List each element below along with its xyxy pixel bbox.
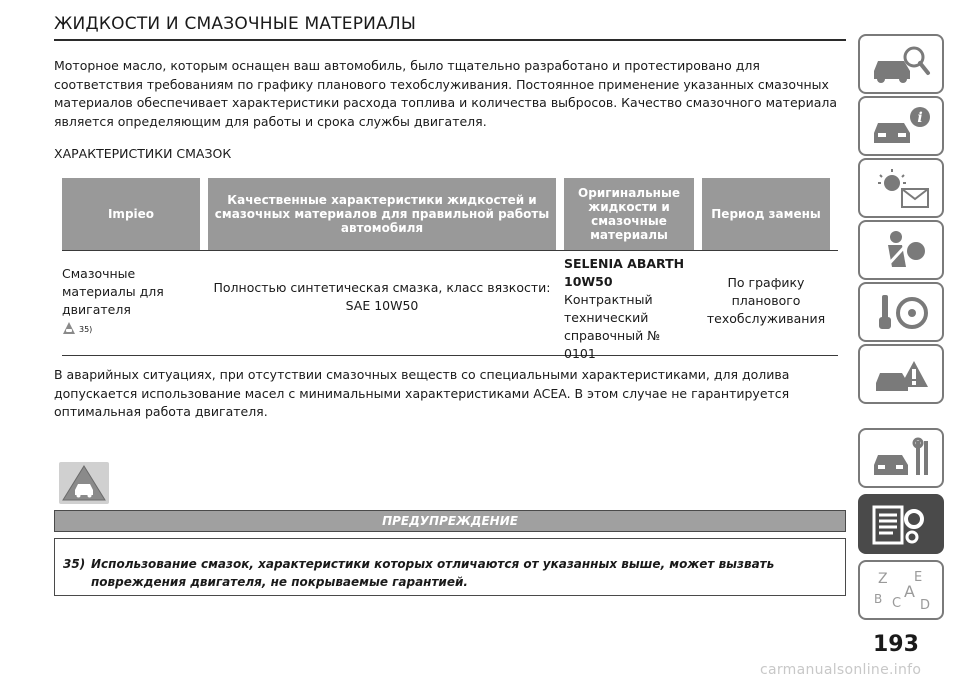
lubricant-table — [62, 178, 838, 361]
side-tab-emergency[interactable] — [858, 344, 944, 404]
header-original-fluids: Оригинальные жидкости и смазочные материалы — [564, 178, 694, 250]
table-row — [62, 250, 838, 361]
side-tab-service[interactable] — [858, 428, 944, 488]
svg-text:E: E — [914, 570, 923, 585]
car-emergency-icon — [868, 351, 934, 397]
warning-number: 35) — [63, 557, 86, 571]
svg-text:A: A — [904, 582, 915, 601]
car-info-icon — [868, 103, 934, 149]
cell-interval: По графику планового техобслуживания — [706, 275, 826, 326]
header-quality-spec: Качественные характеристики жидкостей и смазочных материалов для правильной работы автомобиля — [208, 178, 556, 250]
cell-product — [564, 251, 694, 361]
side-tab-index[interactable] — [858, 560, 944, 620]
usage-text: Смазочные материалы для двигателя — [62, 266, 164, 317]
dashboard-warning-lights-icon — [868, 165, 934, 211]
svg-text:Z: Z — [878, 571, 888, 587]
car-warning-icon — [55, 460, 113, 506]
side-tab-technical-data[interactable] — [858, 494, 944, 554]
header-change-interval: Период замены — [702, 178, 830, 250]
cell-usage — [62, 251, 200, 355]
warning-ref-icon — [62, 321, 76, 335]
alphabetical-index-icon — [868, 567, 934, 613]
svg-text:B: B — [874, 592, 883, 606]
warning-text: Использование смазок, характеристики которых отличаются от указанных выше, может вызвать повреждения двигателя, не покрываемые гарантией. — [91, 557, 775, 589]
key-steering-wheel-icon — [868, 289, 934, 335]
warning-ref-number: 35) — [79, 325, 93, 334]
table-header-row — [62, 178, 838, 250]
intro-paragraph: Моторное масло, которым оснащен ваш автомобиль, было тщательно разработано и протестировано для соответствия требованиям по графику планового техобслуживания. Постоянное применение указанных смазочных материалов обеспечивает характеристики расхода топлива и количества выбросов. Качество смазочного материала является определяющим для работы и срока службы двигателя. — [54, 58, 838, 129]
side-tab-dashboard[interactable] — [858, 158, 944, 218]
page-title: ЖИДКОСТИ И СМАЗОЧНЫЕ МАТЕРИАЛЫ — [54, 14, 846, 41]
car-search-icon — [868, 41, 934, 87]
product-reference: Контрактный технический справочный № 0101 — [564, 292, 661, 361]
site-watermark: carmanualsonline.info — [760, 662, 922, 678]
product-name: SELENIA ABARTH 10W50 — [564, 256, 685, 289]
page-number: 193 — [873, 632, 919, 657]
side-tab-car-info[interactable] — [858, 96, 944, 156]
warning-banner: ПРЕДУПРЕЖДЕНИЕ — [54, 510, 846, 532]
car-service-tools-icon — [868, 435, 934, 481]
side-tab-car-search[interactable] — [858, 34, 944, 94]
section-subheading: ХАРАКТЕРИСТИКИ СМАЗОК — [54, 146, 232, 161]
side-tab-safety[interactable] — [858, 220, 944, 280]
emergency-note: В аварийных ситуациях, при отсутствии смазочных веществ со специальными характеристиками, для долива допускается использование масел с минимальными характеристиками ACEA. В этом случае не гарантируется оптимальная работа двигателя. — [54, 367, 790, 419]
cell-spec: Полностью синтетическая смазка, класс вязкости: SAE 10W50 — [213, 280, 551, 313]
svg-text:D: D — [920, 598, 931, 613]
svg-text:C: C — [892, 596, 902, 611]
header-usage: Impieo — [62, 178, 200, 250]
side-tab-starting-driving[interactable] — [858, 282, 944, 342]
svg-text:i: i — [917, 110, 923, 126]
airbag-safety-icon — [868, 227, 934, 273]
warning-box — [54, 538, 846, 596]
technical-data-icon — [868, 501, 934, 547]
